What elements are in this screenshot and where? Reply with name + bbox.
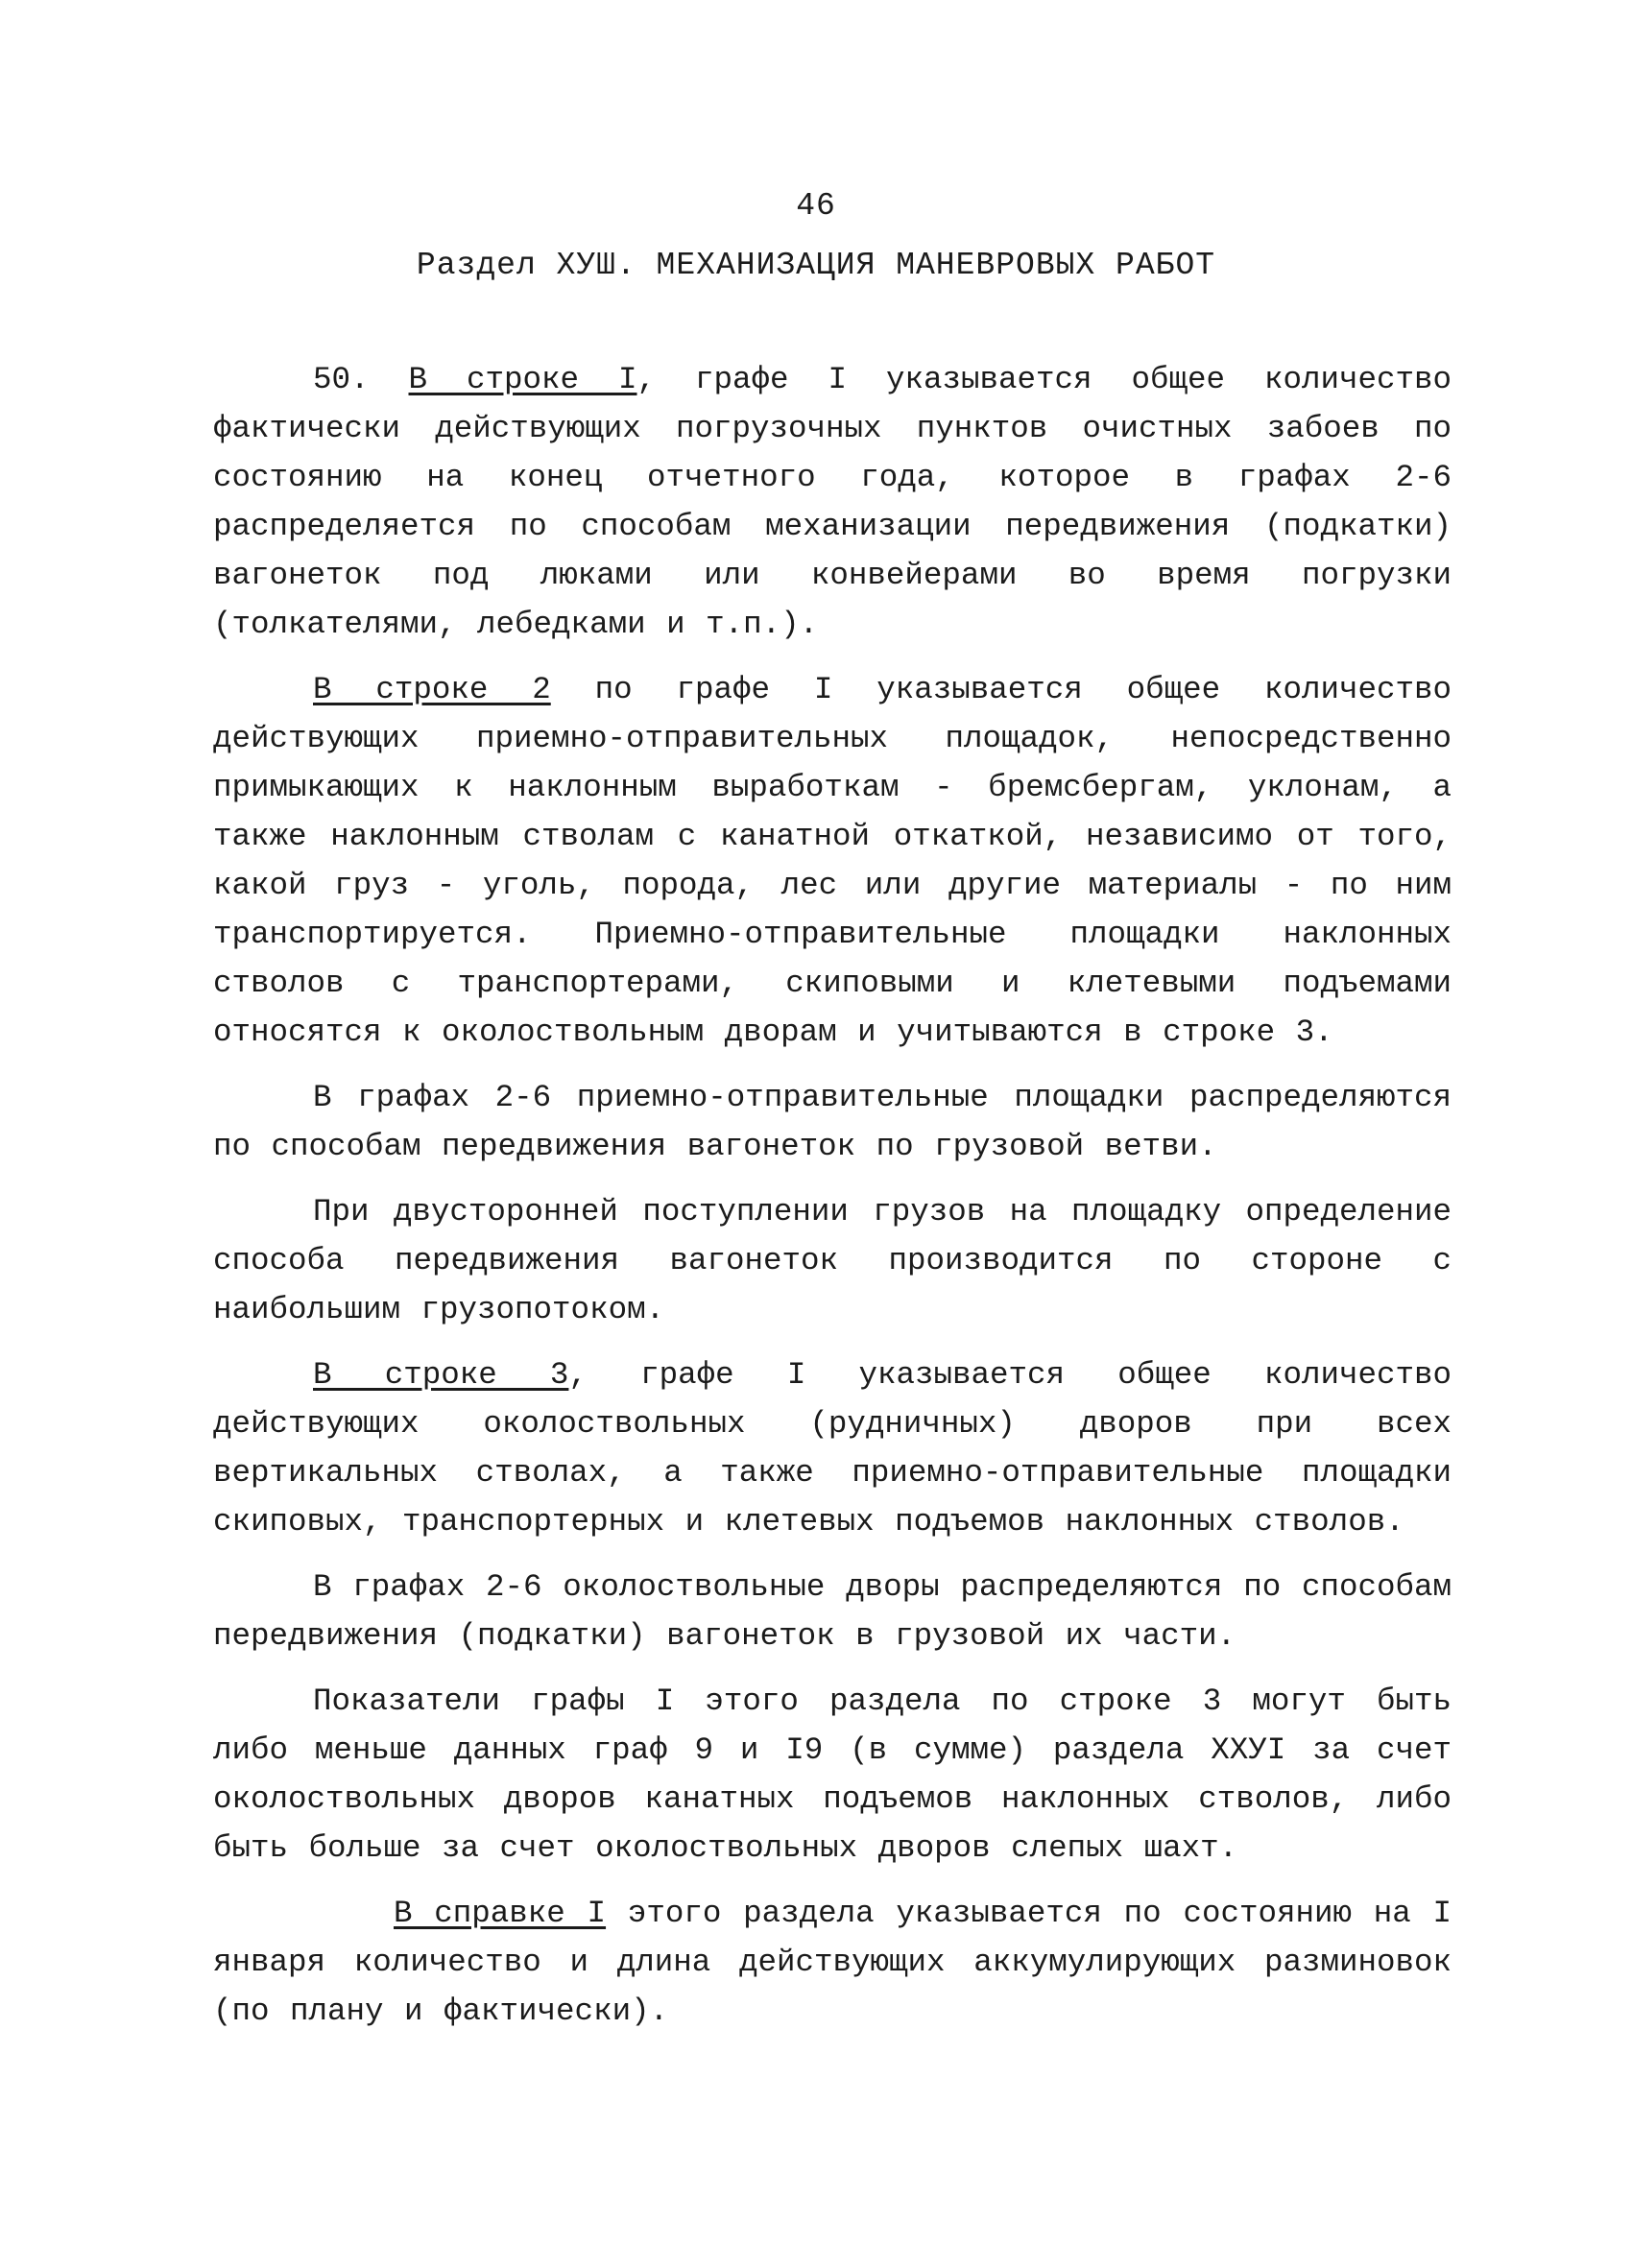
- paragraph: [213, 1187, 1452, 1334]
- paragraph-text: , графе I указывается общее количество действующих околоствольных (рудничных) дворов при всех вертикальных стволах, а также приемно-отправительные площадки скиповых, транспортерных и клетевых подъемов наклонных стволов.: [213, 1357, 1452, 1540]
- paragraph: [213, 1677, 1452, 1873]
- paragraph-text: В графах 2-6 приемно-отправительные площадки распределяются по способам передвижения вагонеток по грузовой ветви.: [213, 1080, 1452, 1164]
- row-reference: В строке I: [408, 362, 637, 397]
- paragraph-text: , графе I указывается общее количество фактически действующих погрузочных пунктов очистных забоев по состоянию на конец отчетного года, которое в графах 2-6 распределяется по способам механизации передвижения (подкатки) вагонеток под люками или конвейерами во время погрузки (толкателями, лебедками и т.п.).: [213, 362, 1452, 642]
- paragraph-text: При двусторонней поступлении грузов на площадку определение способа передвижения вагонеток производится по стороне с наибольшим грузопотоком.: [213, 1194, 1452, 1327]
- row-reference: В строке 2: [313, 672, 551, 707]
- paragraph-number: 50.: [313, 362, 409, 397]
- row-reference: В строке 3: [313, 1357, 569, 1393]
- paragraph: [213, 1563, 1452, 1660]
- paragraph: [213, 1350, 1452, 1546]
- section-title: Раздел ХУШ. МЕХАНИЗАЦИЯ МАНЕВРОВЫХ РАБОТ: [416, 248, 1216, 283]
- paragraph-text: Показатели графы I этого раздела по строке 3 могут быть либо меньше данных граф 9 и I9 (в сумме) раздела ХХУI за счет околоствольных дворов канатных подъемов наклонных стволов, либо быть больше за счет околоствольных дворов слепых шахт.: [213, 1683, 1452, 1866]
- paragraph-text: по графе I указывается общее количество действующих приемно-отправительных площадок, непосредственно примыкающих к наклонным выработкам - бремсбергам, уклонам, а также наклонным стволам с канатной откаткой, независимо от того, какой груз - уголь, порода, лес или другие материалы - по ним транспортируется. Приемно-отправительные площадки наклонных стволов с транспортерами, скиповыми и клетевыми подъемами относятся к околоствольным дворам и учитываются в строке 3.: [213, 672, 1452, 1050]
- paragraph: [213, 665, 1452, 1057]
- paragraph: [213, 355, 1452, 649]
- reference-note: В справке I: [394, 1896, 607, 1931]
- paragraph-text: В графах 2-6 околоствольные дворы распределяются по способам передвижения (подкатки) вагонеток в грузовой их части.: [213, 1569, 1452, 1654]
- paragraph: [213, 1889, 1452, 2036]
- page-number: 46: [796, 188, 836, 224]
- paragraph: [213, 1073, 1452, 1171]
- document-body: [213, 355, 1452, 2052]
- paragraph-text: этого раздела указывается по состоянию на I января количество и длина действующих аккумулирующих разминовок (по плану и фактически).: [213, 1896, 1452, 2029]
